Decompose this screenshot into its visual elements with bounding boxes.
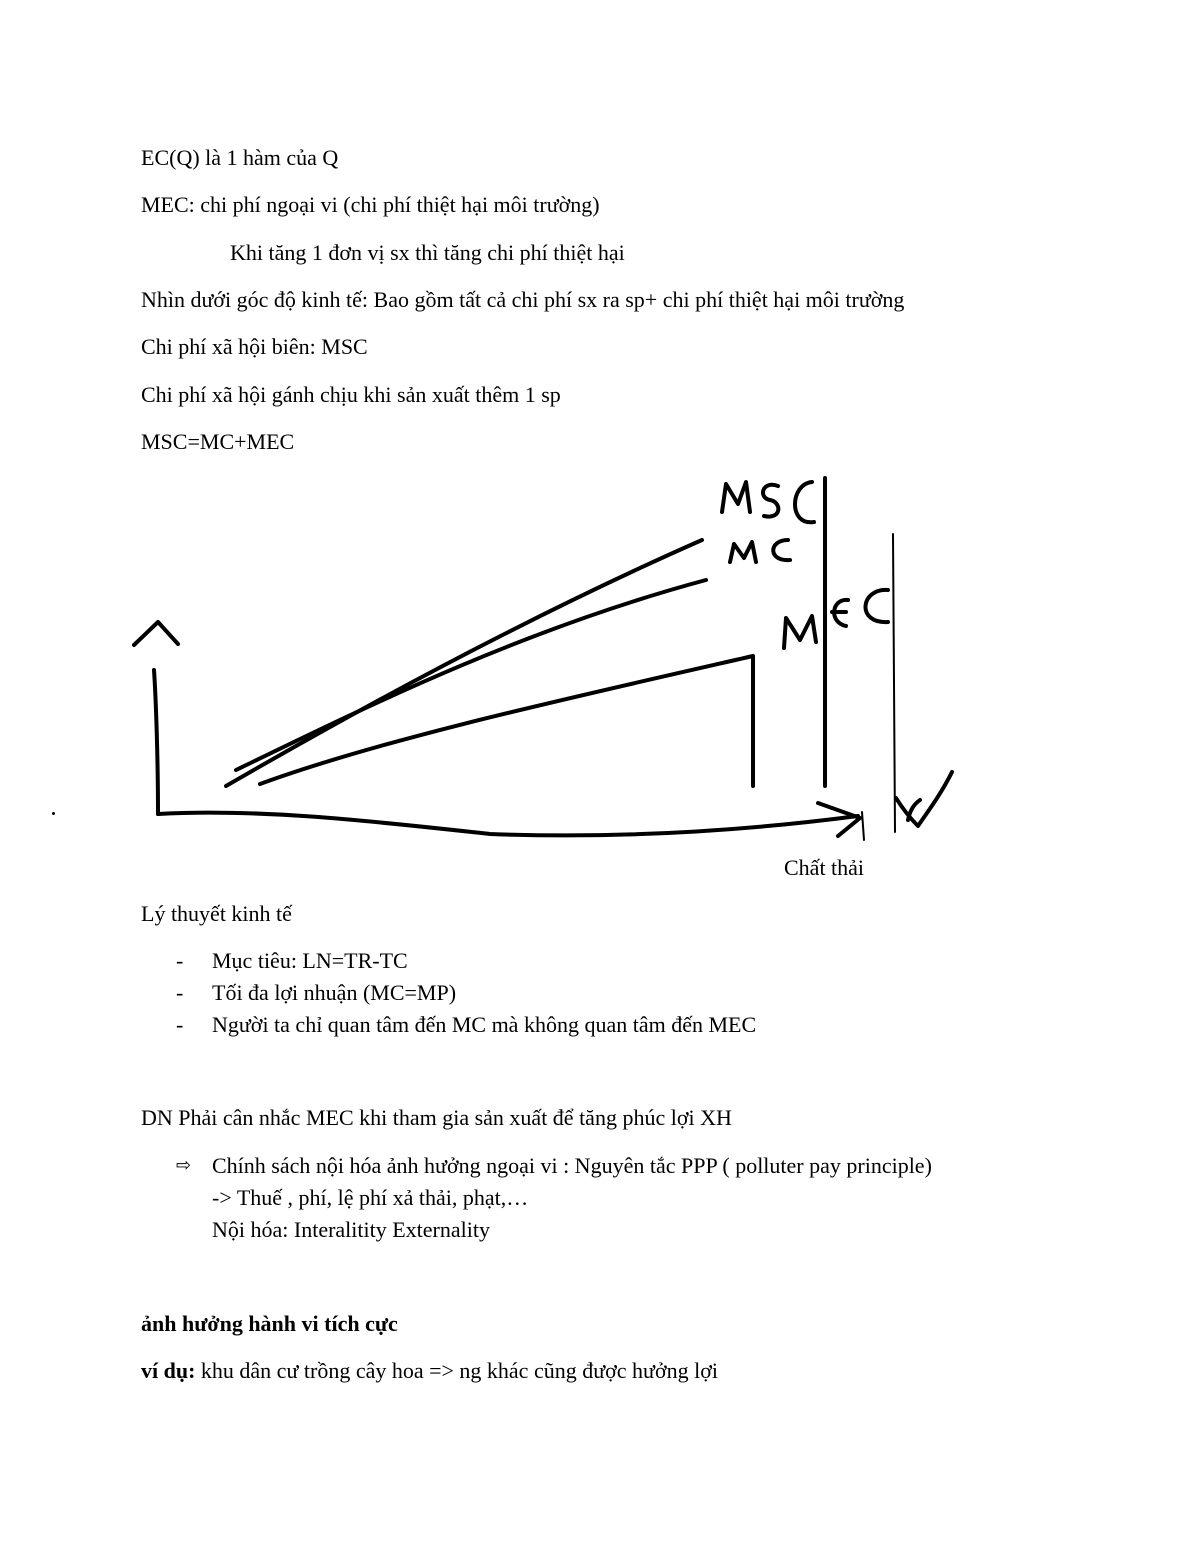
policy-row-3: Nội hóa: Interalitity Externality <box>212 1217 490 1242</box>
text-line-mec-explanation: Khi tăng 1 đơn vị sx thì tăng chi phí thiệt hại <box>230 240 625 265</box>
vertical-line-2 <box>893 534 895 832</box>
text-line-ecq: EC(Q) là 1 hàm của Q <box>141 145 339 170</box>
policy-row-1-text: Chính sách nội hóa ảnh hưởng ngoại vi : Nguyên tắc PPP ( polluter pay principle) <box>212 1153 932 1178</box>
example-label: ví dụ: <box>141 1358 196 1383</box>
theory-bullet-list <box>176 945 756 1041</box>
bullet-dash: - <box>176 1012 184 1037</box>
stray-dot <box>52 812 55 815</box>
label-mec-c <box>865 590 888 622</box>
list-item <box>176 977 756 1009</box>
label-msc-m <box>722 482 750 512</box>
x-axis-caption: Chất thải <box>784 855 865 880</box>
x-axis-line <box>158 813 858 836</box>
policy-arrow-block <box>176 1150 932 1246</box>
right-arrow-icon: ⇨ <box>176 1155 192 1176</box>
label-mec-m <box>784 616 816 648</box>
label-mc-m <box>730 542 756 562</box>
hand-drawn-sketch <box>0 460 1200 860</box>
label-mc-c <box>773 540 790 560</box>
y-axis-line <box>154 670 158 814</box>
positive-heading: ảnh hưởng hành vi tích cực <box>141 1311 398 1336</box>
theory-heading: Lý thuyết kinh tế <box>141 901 292 926</box>
policy-row-2: -> Thuế , phí, lệ phí xả thải, phạt,… <box>212 1185 529 1210</box>
bullet-text: Người ta chỉ quan tâm đến MC mà không quan tâm đến MEC <box>212 1012 757 1037</box>
scribble-mark <box>896 772 952 826</box>
list-item <box>176 1009 756 1041</box>
x-axis-end-tick <box>862 812 864 840</box>
policy-intro: DN Phải cân nhắc MEC khi tham gia sản xuất để tăng phúc lợi XH <box>141 1105 732 1130</box>
bullet-text: Tối đa lợi nhuận (MC=MP) <box>212 980 457 1005</box>
bullet-text: Mục tiêu: LN=TR-TC <box>212 948 408 973</box>
policy-row-1 <box>176 1150 932 1182</box>
label-msc-c <box>795 482 814 522</box>
y-axis-arrowhead <box>134 622 178 645</box>
text-line-msc-explanation: Chi phí xã hội gánh chịu khi sản xuất thêm 1 sp <box>141 382 561 407</box>
text-line-msc-formula: MSC=MC+MEC <box>141 429 295 454</box>
bullet-dash: - <box>176 948 184 973</box>
text-line-msc-definition: Chi phí xã hội biên: MSC <box>141 334 368 359</box>
list-item <box>176 945 756 977</box>
positive-example <box>141 1358 718 1384</box>
label-msc-s <box>763 485 778 517</box>
text-line-economic-view: Nhìn dưới góc độ kinh tế: Bao gồm tất cả chi phí sx ra sp+ chi phí thiệt hại môi trường <box>141 287 905 312</box>
bullet-dash: - <box>176 980 184 1005</box>
example-text: khu dân cư trồng cây hoa => ng khác cũng được hưởng lợi <box>195 1358 718 1383</box>
label-mec-e <box>832 600 848 626</box>
text-line-mec-definition: MEC: chi phí ngoại vi (chi phí thiệt hại môi trường) <box>141 192 600 217</box>
